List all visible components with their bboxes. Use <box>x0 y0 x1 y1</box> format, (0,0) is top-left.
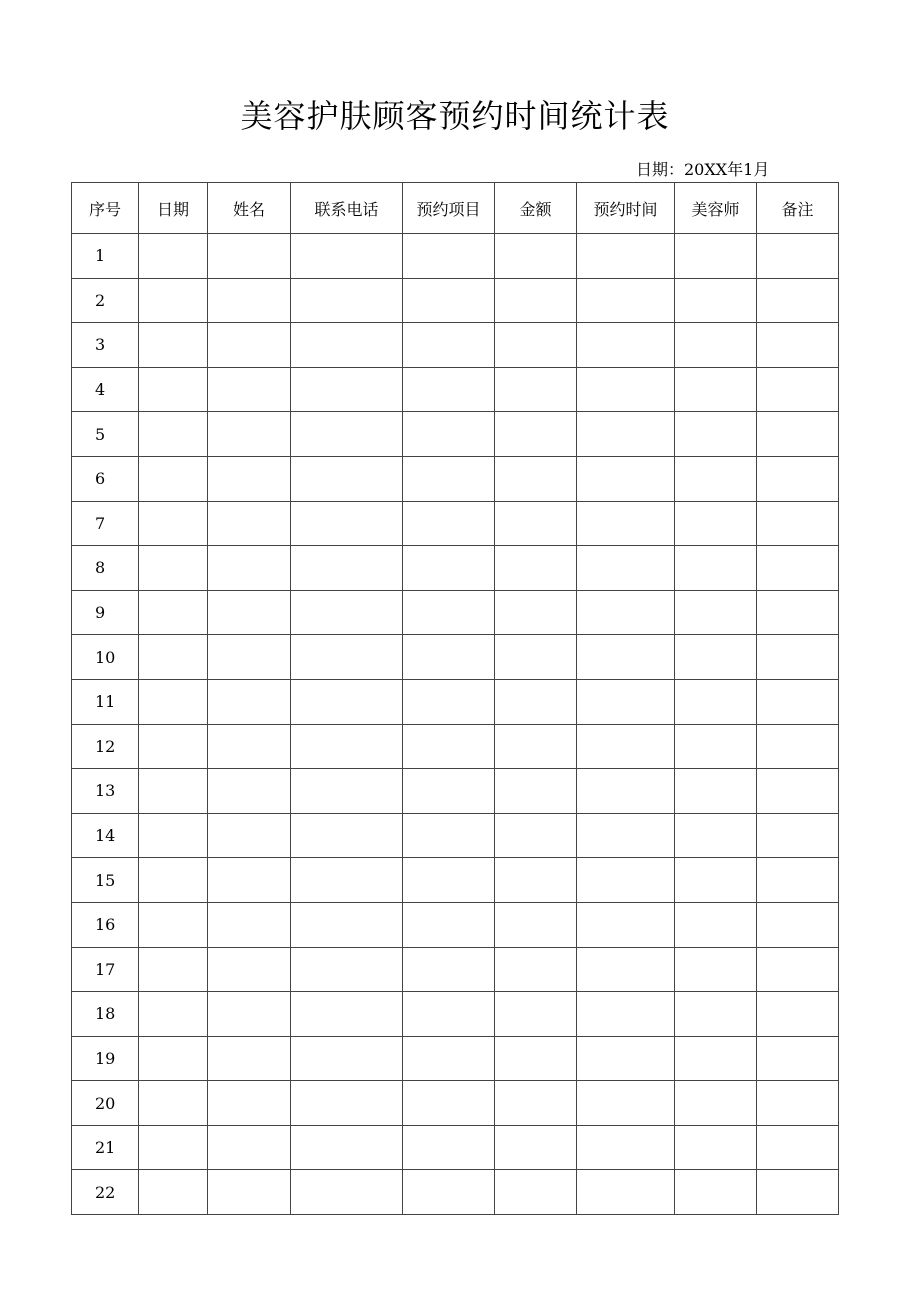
empty-cell[interactable] <box>139 456 208 501</box>
empty-cell[interactable] <box>675 724 757 769</box>
empty-cell[interactable] <box>139 546 208 591</box>
empty-cell[interactable] <box>403 635 495 680</box>
column-header: 美容师 <box>675 183 757 234</box>
empty-cell[interactable] <box>403 947 495 992</box>
empty-cell[interactable] <box>675 323 757 368</box>
empty-cell[interactable] <box>675 992 757 1037</box>
empty-cell[interactable] <box>757 769 839 814</box>
empty-cell[interactable] <box>291 813 403 858</box>
empty-cell[interactable] <box>675 234 757 279</box>
empty-cell[interactable] <box>139 323 208 368</box>
empty-cell[interactable] <box>757 412 839 457</box>
row-number-cell: 11 <box>72 679 139 724</box>
empty-cell[interactable] <box>675 858 757 903</box>
empty-cell[interactable] <box>577 501 675 546</box>
empty-cell[interactable] <box>495 367 577 412</box>
empty-cell[interactable] <box>291 992 403 1037</box>
column-header: 金额 <box>495 183 577 234</box>
header-row <box>72 183 839 234</box>
empty-cell[interactable] <box>757 1125 839 1170</box>
empty-cell[interactable] <box>208 1036 291 1081</box>
empty-cell[interactable] <box>495 858 577 903</box>
empty-cell[interactable] <box>675 590 757 635</box>
empty-cell[interactable] <box>403 501 495 546</box>
empty-cell[interactable] <box>495 1125 577 1170</box>
empty-cell[interactable] <box>757 992 839 1037</box>
empty-cell[interactable] <box>403 813 495 858</box>
column-header: 序号 <box>72 183 139 234</box>
table-row <box>72 858 839 903</box>
empty-cell[interactable] <box>139 858 208 903</box>
empty-cell[interactable] <box>208 590 291 635</box>
column-header: 日期 <box>139 183 208 234</box>
empty-cell[interactable] <box>577 1081 675 1126</box>
empty-cell[interactable] <box>495 590 577 635</box>
empty-cell[interactable] <box>675 1081 757 1126</box>
empty-cell[interactable] <box>139 590 208 635</box>
empty-cell[interactable] <box>403 1170 495 1215</box>
empty-cell[interactable] <box>403 412 495 457</box>
empty-cell[interactable] <box>757 278 839 323</box>
empty-cell[interactable] <box>208 278 291 323</box>
empty-cell[interactable] <box>291 679 403 724</box>
empty-cell[interactable] <box>291 546 403 591</box>
table-row <box>72 1036 839 1081</box>
table-row <box>72 590 839 635</box>
empty-cell[interactable] <box>675 635 757 680</box>
table-row <box>72 1125 839 1170</box>
empty-cell[interactable] <box>757 858 839 903</box>
empty-cell[interactable] <box>757 546 839 591</box>
empty-cell[interactable] <box>208 679 291 724</box>
column-header: 备注 <box>757 183 839 234</box>
empty-cell[interactable] <box>403 456 495 501</box>
empty-cell[interactable] <box>291 858 403 903</box>
empty-cell[interactable] <box>495 947 577 992</box>
empty-cell[interactable] <box>577 323 675 368</box>
empty-cell[interactable] <box>139 679 208 724</box>
empty-cell[interactable] <box>675 1036 757 1081</box>
empty-cell[interactable] <box>495 412 577 457</box>
empty-cell[interactable] <box>291 1081 403 1126</box>
empty-cell[interactable] <box>495 546 577 591</box>
empty-cell[interactable] <box>495 234 577 279</box>
empty-cell[interactable] <box>577 412 675 457</box>
empty-cell[interactable] <box>403 1081 495 1126</box>
empty-cell[interactable] <box>291 234 403 279</box>
empty-cell[interactable] <box>675 947 757 992</box>
empty-cell[interactable] <box>291 323 403 368</box>
empty-cell[interactable] <box>577 234 675 279</box>
empty-cell[interactable] <box>139 1125 208 1170</box>
empty-cell[interactable] <box>403 590 495 635</box>
empty-cell[interactable] <box>495 1036 577 1081</box>
empty-cell[interactable] <box>757 1170 839 1215</box>
empty-cell[interactable] <box>208 1125 291 1170</box>
empty-cell[interactable] <box>577 590 675 635</box>
row-number-cell: 3 <box>72 323 139 368</box>
table-row <box>72 769 839 814</box>
row-number-cell: 21 <box>72 1125 139 1170</box>
empty-cell[interactable] <box>139 947 208 992</box>
empty-cell[interactable] <box>495 278 577 323</box>
row-number-cell: 7 <box>72 501 139 546</box>
empty-cell[interactable] <box>675 367 757 412</box>
empty-cell[interactable] <box>495 679 577 724</box>
row-number-cell: 4 <box>72 367 139 412</box>
empty-cell[interactable] <box>291 635 403 680</box>
empty-cell[interactable] <box>495 323 577 368</box>
empty-cell[interactable] <box>577 456 675 501</box>
empty-cell[interactable] <box>495 813 577 858</box>
empty-cell[interactable] <box>757 902 839 947</box>
empty-cell[interactable] <box>757 456 839 501</box>
empty-cell[interactable] <box>291 412 403 457</box>
empty-cell[interactable] <box>139 412 208 457</box>
empty-cell[interactable] <box>757 947 839 992</box>
empty-cell[interactable] <box>291 1036 403 1081</box>
empty-cell[interactable] <box>208 769 291 814</box>
empty-cell[interactable] <box>577 1036 675 1081</box>
appointment-table <box>71 182 839 1215</box>
empty-cell[interactable] <box>675 456 757 501</box>
empty-cell[interactable] <box>495 724 577 769</box>
empty-cell[interactable] <box>139 635 208 680</box>
empty-cell[interactable] <box>577 1170 675 1215</box>
empty-cell[interactable] <box>291 724 403 769</box>
column-header: 姓名 <box>208 183 291 234</box>
empty-cell[interactable] <box>757 1036 839 1081</box>
empty-cell[interactable] <box>577 367 675 412</box>
empty-cell[interactable] <box>757 679 839 724</box>
empty-cell[interactable] <box>577 635 675 680</box>
table-row <box>72 679 839 724</box>
empty-cell[interactable] <box>577 902 675 947</box>
empty-cell[interactable] <box>208 992 291 1037</box>
table-row <box>72 367 839 412</box>
empty-cell[interactable] <box>291 456 403 501</box>
empty-cell[interactable] <box>403 367 495 412</box>
empty-cell[interactable] <box>208 546 291 591</box>
empty-cell[interactable] <box>403 724 495 769</box>
empty-cell[interactable] <box>495 501 577 546</box>
empty-cell[interactable] <box>139 1081 208 1126</box>
empty-cell[interactable] <box>208 635 291 680</box>
empty-cell[interactable] <box>675 501 757 546</box>
empty-cell[interactable] <box>208 1081 291 1126</box>
row-number-cell: 13 <box>72 769 139 814</box>
empty-cell[interactable] <box>757 323 839 368</box>
empty-cell[interactable] <box>139 234 208 279</box>
empty-cell[interactable] <box>675 412 757 457</box>
empty-cell[interactable] <box>757 590 839 635</box>
row-number-cell: 10 <box>72 635 139 680</box>
empty-cell[interactable] <box>675 902 757 947</box>
empty-cell[interactable] <box>495 769 577 814</box>
empty-cell[interactable] <box>577 724 675 769</box>
empty-cell[interactable] <box>403 323 495 368</box>
empty-cell[interactable] <box>291 278 403 323</box>
row-number-cell: 9 <box>72 590 139 635</box>
row-number-cell: 1 <box>72 234 139 279</box>
empty-cell[interactable] <box>577 813 675 858</box>
empty-cell[interactable] <box>208 456 291 501</box>
empty-cell[interactable] <box>291 769 403 814</box>
row-number-cell: 2 <box>72 278 139 323</box>
empty-cell[interactable] <box>495 1170 577 1215</box>
empty-cell[interactable] <box>403 278 495 323</box>
empty-cell[interactable] <box>139 769 208 814</box>
table-row <box>72 456 839 501</box>
empty-cell[interactable] <box>577 992 675 1037</box>
table-row <box>72 992 839 1037</box>
row-number-cell: 16 <box>72 902 139 947</box>
empty-cell[interactable] <box>291 1170 403 1215</box>
row-number-cell: 8 <box>72 546 139 591</box>
empty-cell[interactable] <box>208 367 291 412</box>
empty-cell[interactable] <box>139 501 208 546</box>
empty-cell[interactable] <box>757 813 839 858</box>
empty-cell[interactable] <box>403 679 495 724</box>
row-number-cell: 12 <box>72 724 139 769</box>
table-row <box>72 323 839 368</box>
empty-cell[interactable] <box>139 1170 208 1215</box>
row-number-cell: 17 <box>72 947 139 992</box>
empty-cell[interactable] <box>139 367 208 412</box>
table-row <box>72 635 839 680</box>
empty-cell[interactable] <box>403 546 495 591</box>
empty-cell[interactable] <box>577 1125 675 1170</box>
column-header: 预约项目 <box>403 183 495 234</box>
empty-cell[interactable] <box>757 501 839 546</box>
empty-cell[interactable] <box>403 858 495 903</box>
column-header: 联系电话 <box>291 183 403 234</box>
empty-cell[interactable] <box>139 992 208 1037</box>
empty-cell[interactable] <box>291 947 403 992</box>
empty-cell[interactable] <box>675 813 757 858</box>
row-number-cell: 14 <box>72 813 139 858</box>
empty-cell[interactable] <box>757 724 839 769</box>
empty-cell[interactable] <box>757 234 839 279</box>
empty-cell[interactable] <box>291 367 403 412</box>
empty-cell[interactable] <box>675 546 757 591</box>
empty-cell[interactable] <box>403 1036 495 1081</box>
table-row <box>72 412 839 457</box>
empty-cell[interactable] <box>139 724 208 769</box>
empty-cell[interactable] <box>403 902 495 947</box>
table-row <box>72 501 839 546</box>
table-row <box>72 902 839 947</box>
empty-cell[interactable] <box>208 947 291 992</box>
empty-cell[interactable] <box>139 278 208 323</box>
empty-cell[interactable] <box>208 724 291 769</box>
empty-cell[interactable] <box>495 902 577 947</box>
empty-cell[interactable] <box>291 590 403 635</box>
table-row <box>72 278 839 323</box>
column-header: 预约时间 <box>577 183 675 234</box>
table-row <box>72 813 839 858</box>
empty-cell[interactable] <box>291 1125 403 1170</box>
empty-cell[interactable] <box>208 858 291 903</box>
empty-cell[interactable] <box>577 858 675 903</box>
empty-cell[interactable] <box>495 992 577 1037</box>
date-label: 日期：20XX年1月 <box>636 160 770 179</box>
table-row <box>72 1170 839 1215</box>
empty-cell[interactable] <box>495 635 577 680</box>
table-row <box>72 234 839 279</box>
empty-cell[interactable] <box>208 902 291 947</box>
empty-cell[interactable] <box>577 769 675 814</box>
empty-cell[interactable] <box>675 1125 757 1170</box>
empty-cell[interactable] <box>675 1170 757 1215</box>
empty-cell[interactable] <box>208 501 291 546</box>
empty-cell[interactable] <box>139 902 208 947</box>
empty-cell[interactable] <box>577 546 675 591</box>
empty-cell[interactable] <box>675 278 757 323</box>
row-number-cell: 5 <box>72 412 139 457</box>
empty-cell[interactable] <box>291 902 403 947</box>
document-title: 美容护肤顾客预约时间统计表 <box>240 97 670 135</box>
row-number-cell: 18 <box>72 992 139 1037</box>
row-number-cell: 6 <box>72 456 139 501</box>
empty-cell[interactable] <box>208 323 291 368</box>
empty-cell[interactable] <box>403 1125 495 1170</box>
table-row <box>72 947 839 992</box>
empty-cell[interactable] <box>403 992 495 1037</box>
empty-cell[interactable] <box>757 1081 839 1126</box>
empty-cell[interactable] <box>208 813 291 858</box>
empty-cell[interactable] <box>757 367 839 412</box>
row-number-cell: 15 <box>72 858 139 903</box>
empty-cell[interactable] <box>139 1036 208 1081</box>
empty-cell[interactable] <box>403 769 495 814</box>
empty-cell[interactable] <box>577 278 675 323</box>
empty-cell[interactable] <box>139 813 208 858</box>
row-number-cell: 19 <box>72 1036 139 1081</box>
empty-cell[interactable] <box>495 456 577 501</box>
empty-cell[interactable] <box>675 679 757 724</box>
table-row <box>72 546 839 591</box>
empty-cell[interactable] <box>208 412 291 457</box>
empty-cell[interactable] <box>757 635 839 680</box>
row-number-cell: 22 <box>72 1170 139 1215</box>
empty-cell[interactable] <box>577 679 675 724</box>
empty-cell[interactable] <box>675 769 757 814</box>
empty-cell[interactable] <box>403 234 495 279</box>
table-row <box>72 724 839 769</box>
empty-cell[interactable] <box>577 947 675 992</box>
empty-cell[interactable] <box>495 1081 577 1126</box>
table-row <box>72 1081 839 1126</box>
empty-cell[interactable] <box>208 234 291 279</box>
empty-cell[interactable] <box>208 1170 291 1215</box>
empty-cell[interactable] <box>291 501 403 546</box>
table-body <box>72 234 839 1215</box>
row-number-cell: 20 <box>72 1081 139 1126</box>
